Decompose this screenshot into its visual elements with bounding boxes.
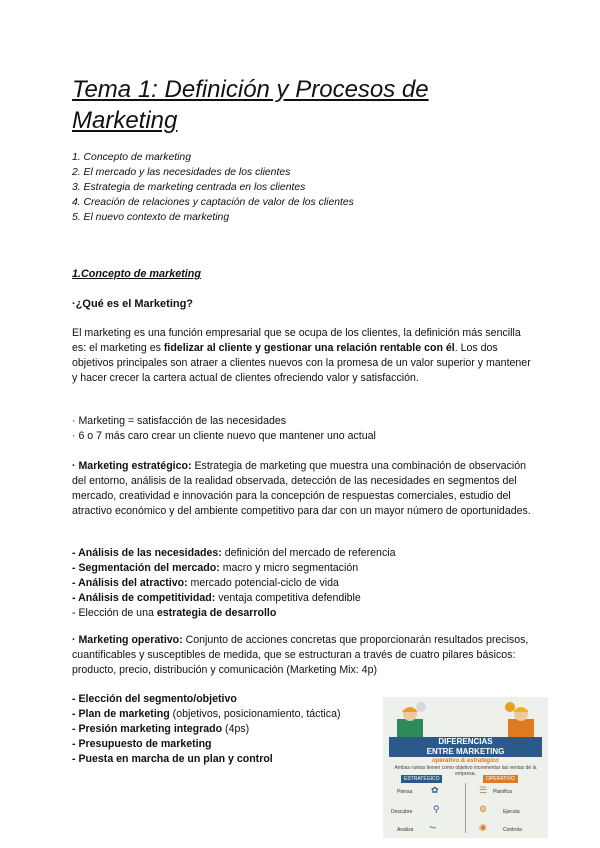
list-item-text: macro y micro segmentación <box>219 562 359 574</box>
list-item <box>72 591 532 606</box>
toc-item: 5. El nuevo contexto de marketing <box>72 212 230 223</box>
list-item-prefix: - Elección de una <box>72 607 157 619</box>
intro-paragraph <box>72 326 532 386</box>
table-of-contents <box>72 150 354 225</box>
list-item <box>72 576 532 591</box>
eye-icon: ◉ <box>479 822 487 832</box>
operativo-label: · Marketing operativo: <box>72 634 183 646</box>
infographic-row: Piensa <box>397 789 413 795</box>
list-item-bold: - Análisis de competitividad: <box>72 592 216 604</box>
toc-item: 1. Concepto de marketing <box>72 152 191 163</box>
estrategico-label: · Marketing estratégico: <box>72 460 192 472</box>
list-item-bold: - Elección del segmento/objetivo <box>72 693 237 705</box>
infographic-column-left: ESTRATÉGICO <box>401 775 442 783</box>
brain-icon: ✿ <box>431 785 439 795</box>
gear-icon: ⚙ <box>479 804 488 814</box>
estrategico-text: Estrategia de marketing que muestra una combinación de observación del entorno, análisis de la realidad observada, detección de las necesidades en segmentos del mercado, creatividad e innovación para la concepción de respuestas comerciales, estudio del atractivo económico y del ambiente competitivo para dar con un mayor número de oportunidades. <box>72 460 531 517</box>
list-item <box>72 752 382 767</box>
infographic-column-right: OPERATIVO <box>483 775 518 783</box>
list-item <box>72 606 532 621</box>
infographic-divider <box>465 783 466 833</box>
infographic-image <box>383 697 548 838</box>
page-title: Tema 1: Definición y Procesos de Marketing <box>72 76 429 134</box>
infographic-row: Ejecuta <box>503 809 520 815</box>
operativo-paragraph <box>72 633 532 678</box>
list-item-bold: estrategia de desarrollo <box>156 607 277 619</box>
checklist-icon: ☰ <box>479 785 488 795</box>
list-item <box>72 722 382 737</box>
worker-right-illustration <box>504 701 538 737</box>
facts-list <box>72 414 532 444</box>
infographic-line: ENTRE MARKETING <box>426 747 505 756</box>
estrategico-paragraph <box>72 459 532 519</box>
section-heading: 1.Concepto de marketing <box>72 268 201 280</box>
question-heading: ·¿Qué es el Marketing? <box>72 298 194 310</box>
list-item-text: (4ps) <box>222 723 250 735</box>
list-item <box>72 707 382 722</box>
worker-left-illustration <box>393 701 427 737</box>
toc-item: 4. Creación de relaciones y captación de valor de los clientes <box>72 197 354 208</box>
list-item-bold: - Segmentación del mercado: <box>72 562 220 574</box>
toc-item: 2. El mercado y las necesidades de los clientes <box>72 167 291 178</box>
intro-text-c: . Los dos objetivos principales son atraer a clientes nuevos con la promesa de un valor superior y mantener y hacer crecer la cartera actual de clientes ofreciendo valor y satisfacción. <box>72 342 531 384</box>
infographic-line: DIFERENCIAS <box>438 737 493 746</box>
pulse-icon: ⏦ <box>429 822 437 832</box>
search-icon: ⚲ <box>433 804 440 814</box>
intro-text-a: El marketing es una función empresarial que se ocupa de los clientes, la definición más sencilla es: el marketing es <box>72 327 521 354</box>
list-item <box>72 737 382 752</box>
infographic-row: Analiza <box>397 827 414 833</box>
infographic-banner <box>389 737 542 757</box>
infographic-row: Planifica <box>493 789 512 795</box>
list-item-bold: - Presión marketing integrado <box>72 723 223 735</box>
list-item-bold: - Presupuesto de marketing <box>72 738 212 750</box>
toc-item: 3. Estrategia de marketing centrada en los clientes <box>72 182 306 193</box>
operativo-text: Conjunto de acciones concretas que proporcionarán resultados precisos, cuantificables y susceptibles de medida, que se estructuran a través de cuatro pilares básicos: producto, precio, distribución y comunicación (Marketing Mix: 4p) <box>72 634 529 676</box>
infographic-subtitle: Ambas ramas tienen como objetivo incrementar las ventas de la empresa. <box>394 765 537 777</box>
intro-text-bold: fidelizar al cliente y gestionar una relación rentable con él <box>163 342 455 354</box>
list-item-text: definición del mercado de referencia <box>221 547 396 559</box>
list-item-bold: - Análisis del atractivo: <box>72 577 188 589</box>
operativo-list <box>72 692 382 767</box>
estrategico-list <box>72 546 532 621</box>
infographic-row: Controla <box>503 827 522 833</box>
list-item-bold: - Puesta en marcha de un plan y control <box>72 753 273 765</box>
list-item <box>72 692 382 707</box>
list-item-bold: - Análisis de las necesidades: <box>72 547 222 559</box>
list-item: · Marketing = satisfacción de las necesidades <box>72 415 287 427</box>
infographic-line: operativo & estratégico <box>432 758 499 764</box>
list-item: · 6 o 7 más caro crear un cliente nuevo que mantener uno actual <box>72 430 376 442</box>
list-item <box>72 561 532 576</box>
list-item <box>72 546 532 561</box>
infographic-row: Descubre <box>391 809 413 815</box>
list-item-text: ventaja competitiva defendible <box>215 592 361 604</box>
list-item-text: mercado potencial-ciclo de vida <box>187 577 339 589</box>
list-item-text: (objetivos, posicionamiento, táctica) <box>169 708 341 720</box>
list-item-bold: - Plan de marketing <box>72 708 170 720</box>
